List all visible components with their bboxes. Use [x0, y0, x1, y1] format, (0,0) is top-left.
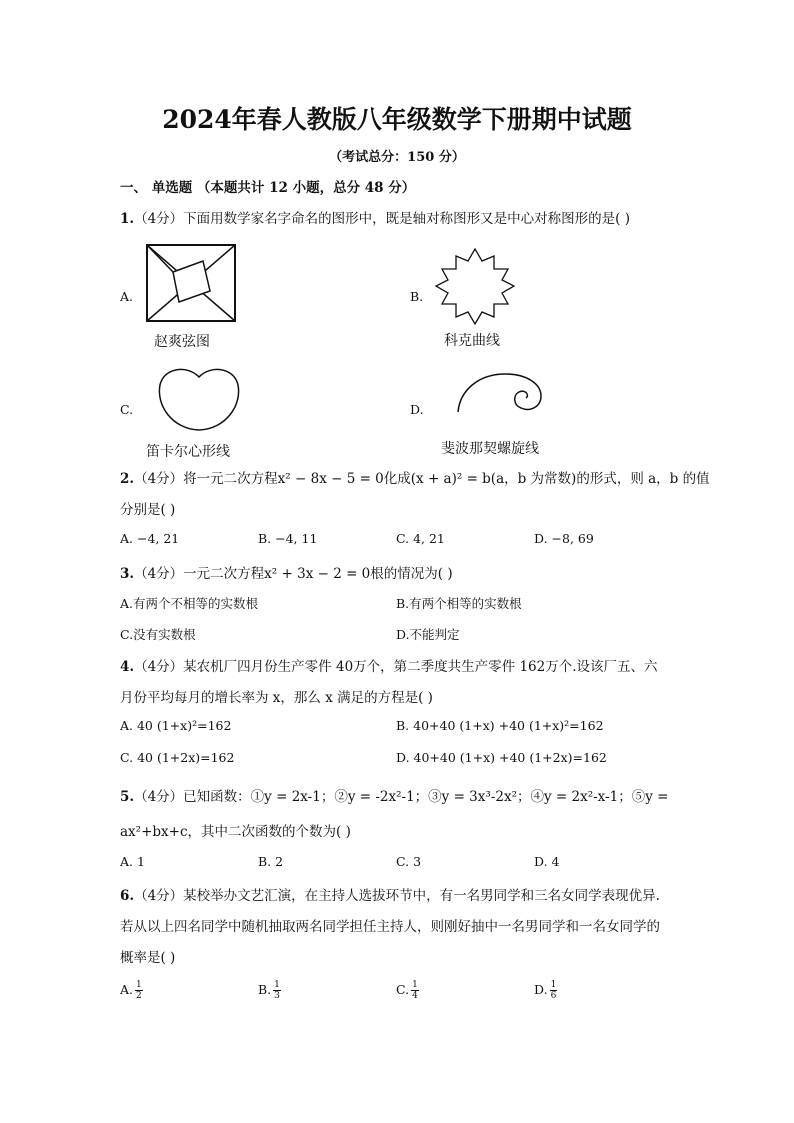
q5-option-b: B. 2 [258, 854, 284, 869]
q4-option-d: D. 40+40 (1+x) +40 (1+2x)=162 [396, 750, 607, 765]
question-2-line-2: 分别是( ) [120, 502, 176, 518]
q4-option-c: C. 40 (1+2x)=162 [120, 750, 235, 765]
q5-option-a: A. 1 [120, 854, 145, 869]
zhao-shuang-diagram-icon [146, 244, 238, 324]
q1-option-b-caption: 科克曲线 [444, 333, 500, 349]
question-4-line-2: 月份平均每月的增长率为 x，那么 x 满足的方程是( ) [120, 690, 433, 706]
q1-option-d-letter: D. [410, 402, 424, 417]
koch-snowflake-icon [434, 247, 516, 325]
q5-option-d: D. 4 [534, 854, 560, 869]
q6-option-d: D. $\frac{1}{6}$ [534, 980, 557, 1001]
q6-option-b: B. $\frac{1}{3}$ [258, 980, 280, 1001]
q3-option-a: A.有两个不相等的实数根 [120, 596, 259, 611]
question-6-line-3: 概率是( ) [120, 950, 176, 966]
section-heading: 一、 单选题 （本题共计 12 小题，总分 48 分） [120, 180, 416, 196]
q3-option-b: B.有两个相等的实数根 [396, 596, 522, 611]
q1-option-a-caption: 赵爽弦图 [154, 334, 210, 350]
q4-option-b: B. 40+40 (1+x) +40 (1+x)²=162 [396, 718, 604, 733]
q1-option-c-caption: 笛卡尔心形线 [146, 444, 230, 460]
exam-total-score: （考试总分：150 分） [329, 150, 465, 165]
q1-option-d-caption: 斐波那契螺旋线 [441, 441, 539, 457]
q4-option-a: A. 40 (1+x)²=162 [120, 718, 232, 733]
q5-option-c: C. 3 [396, 854, 422, 869]
question-3: 3.（4分）一元二次方程x² + 3x − 2 = 0根的情况为( ) [120, 566, 453, 582]
fraction: $\frac{1}{2}$ [136, 980, 142, 1001]
q1-option-c-letter: C. [120, 402, 134, 417]
q2-option-d: D. −8, 69 [534, 531, 594, 546]
q2-option-a: A. −4, 21 [120, 531, 180, 546]
question-6: 6.（4分）某校举办文艺汇演，在主持人选拔环节中，有一名男同学和三名女同学表现优异. [120, 888, 660, 904]
fibonacci-spiral-icon [455, 370, 543, 414]
question-5-line-2: ax²+bx+c，其中二次函数的个数为( ) [120, 824, 351, 840]
cardioid-icon [158, 365, 240, 433]
q1-option-a-letter: A. [120, 289, 134, 304]
question-1: 1.（4分）下面用数学家名字命名的图形中，既是轴对称图形又是中心对称图形的是( ) [120, 211, 631, 227]
q2-option-b: B. −4, 11 [258, 531, 318, 546]
fraction: $\frac{1}{3}$ [274, 980, 280, 1001]
q6-option-c: C. $\frac{1}{4}$ [396, 980, 418, 1001]
q6-option-a: A. $\frac{1}{2}$ [120, 980, 142, 1001]
question-5: 5.（4分）已知函数：①y = 2x-1；②y = -2x²-1；③y = 3x³-2x²；④y = 2x²-x-1；⑤y = [120, 789, 669, 805]
question-6-line-2: 若从以上四名同学中随机抽取两名同学担任主持人，则刚好抽中一名男同学和一名女同学的 [120, 919, 660, 935]
q3-option-d: D.不能判定 [396, 627, 460, 642]
q1-option-b-letter: B. [410, 289, 424, 304]
question-2: 2.（4分）将一元二次方程x² − 8x − 5 = 0化成(x + a)² = b(a，b 为常数)的形式，则 a，b 的值 [120, 471, 710, 487]
fraction: $\frac{1}{6}$ [550, 980, 557, 1001]
page-title: 2024年春人教版八年级数学下册期中试题 [162, 105, 632, 134]
question-4: 4.（4分）某农机厂四月份生产零件 40万个，第二季度共生产零件 162万个.设该厂五、六 [120, 659, 658, 675]
fraction: $\frac{1}{4}$ [412, 980, 418, 1001]
q2-option-c: C. 4, 21 [396, 531, 445, 546]
q3-option-c: C.没有实数根 [120, 627, 196, 642]
